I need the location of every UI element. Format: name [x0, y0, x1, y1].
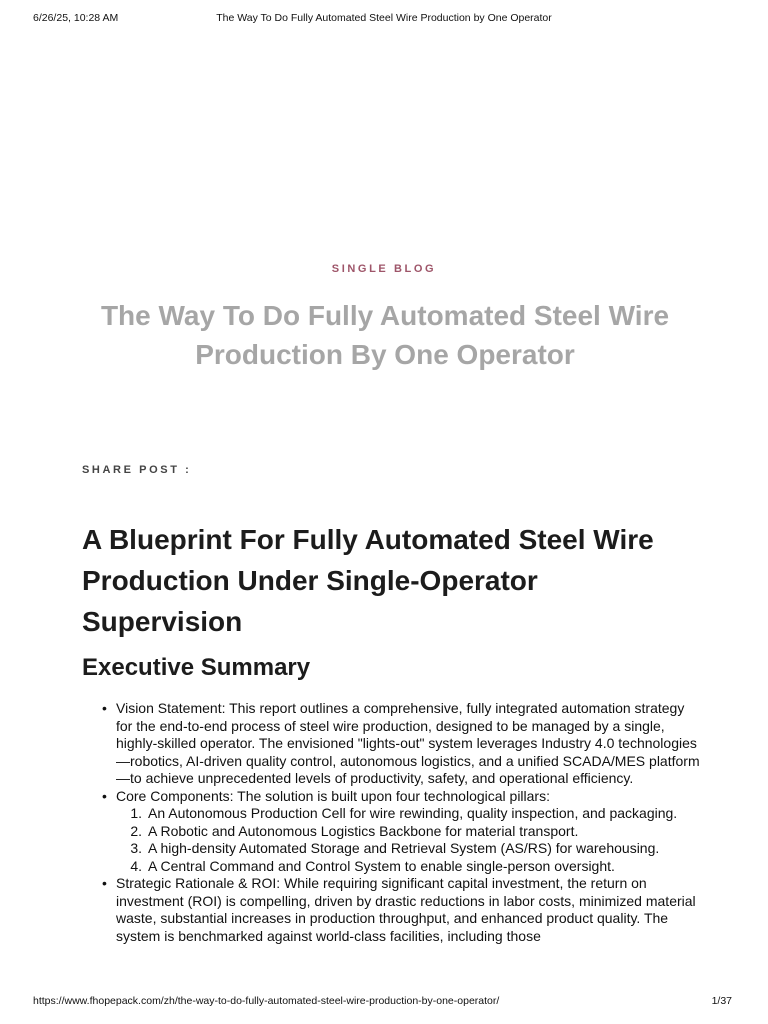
bullet-icon: • [102, 875, 107, 891]
summary-list [82, 700, 702, 945]
blog-category-label: SINGLE BLOG [331, 263, 437, 275]
list-item [82, 700, 702, 788]
list-item [82, 788, 702, 876]
bullet-icon: • [102, 700, 107, 716]
item-number: 4. [130, 857, 142, 874]
core-components: Core Components: The solution is built upon four technological pillars: [116, 787, 550, 804]
page-url[interactable]: https://www.fhopepack.com/zh/the-way-to-do-fully-automated-steel-wire-production-by-one-operator/ [33, 995, 500, 1007]
page-number: 1/37 [711, 995, 732, 1007]
pillar-text: A Robotic and Autonomous Logistics Backbone for material transport. [148, 822, 579, 839]
print-datetime: 6/26/25, 10:28 AM [33, 12, 119, 24]
section-title: Executive Summary [82, 654, 311, 681]
pillars-list [116, 805, 702, 875]
list-item [116, 858, 702, 876]
list-item [116, 840, 702, 858]
bullet-icon: • [102, 787, 107, 804]
list-item [82, 875, 702, 945]
item-number: 2. [130, 822, 142, 839]
article-body [82, 700, 702, 945]
share-post-label: SHARE POST : [82, 464, 192, 476]
strategic-rationale: Strategic Rationale & ROI: While requiring significant capital investment, the return on investment (ROI) is compelling, driven by drastic reductions in labor costs, minimized material waste, substantial increases in production throughput, and enhanced product quality. The system is benchmarked against world-class facilities, including those [116, 875, 696, 944]
pillar-text: A high-density Automated Storage and Retrieval System (AS/RS) for warehousing. [148, 840, 660, 856]
article-heading: A Blueprint For Fully Automated Steel Wire Production Under Single-Operator Supervision [82, 524, 654, 637]
list-item [116, 823, 702, 841]
hero-title: The Way To Do Fully Automated Steel Wire Production By One Operator [100, 300, 670, 370]
pillar-text: A Central Command and Control System to enable single-person oversight. [148, 857, 615, 874]
pillar-text: An Autonomous Production Cell for wire rewinding, quality inspection, and packaging. [148, 805, 678, 821]
list-item [116, 805, 702, 823]
item-number: 3. [130, 840, 142, 856]
item-number: 1. [130, 805, 142, 821]
print-page-title: The Way To Do Fully Automated Steel Wire Production by One Operator [216, 12, 552, 24]
vision-statement: Vision Statement: This report outlines a comprehensive, fully integrated automation strategy for the end-to-end process of steel wire production, designed to be managed by a single, highly-skilled operator. The envisioned "lights-out" system leverages Industry 4.0 technologies—robotics, AI-driven quality control, autonomous logistics, and a unified SCADA/MES platform—to achieve unprecedented levels of productivity, safety, and operational efficiency. [116, 700, 700, 786]
